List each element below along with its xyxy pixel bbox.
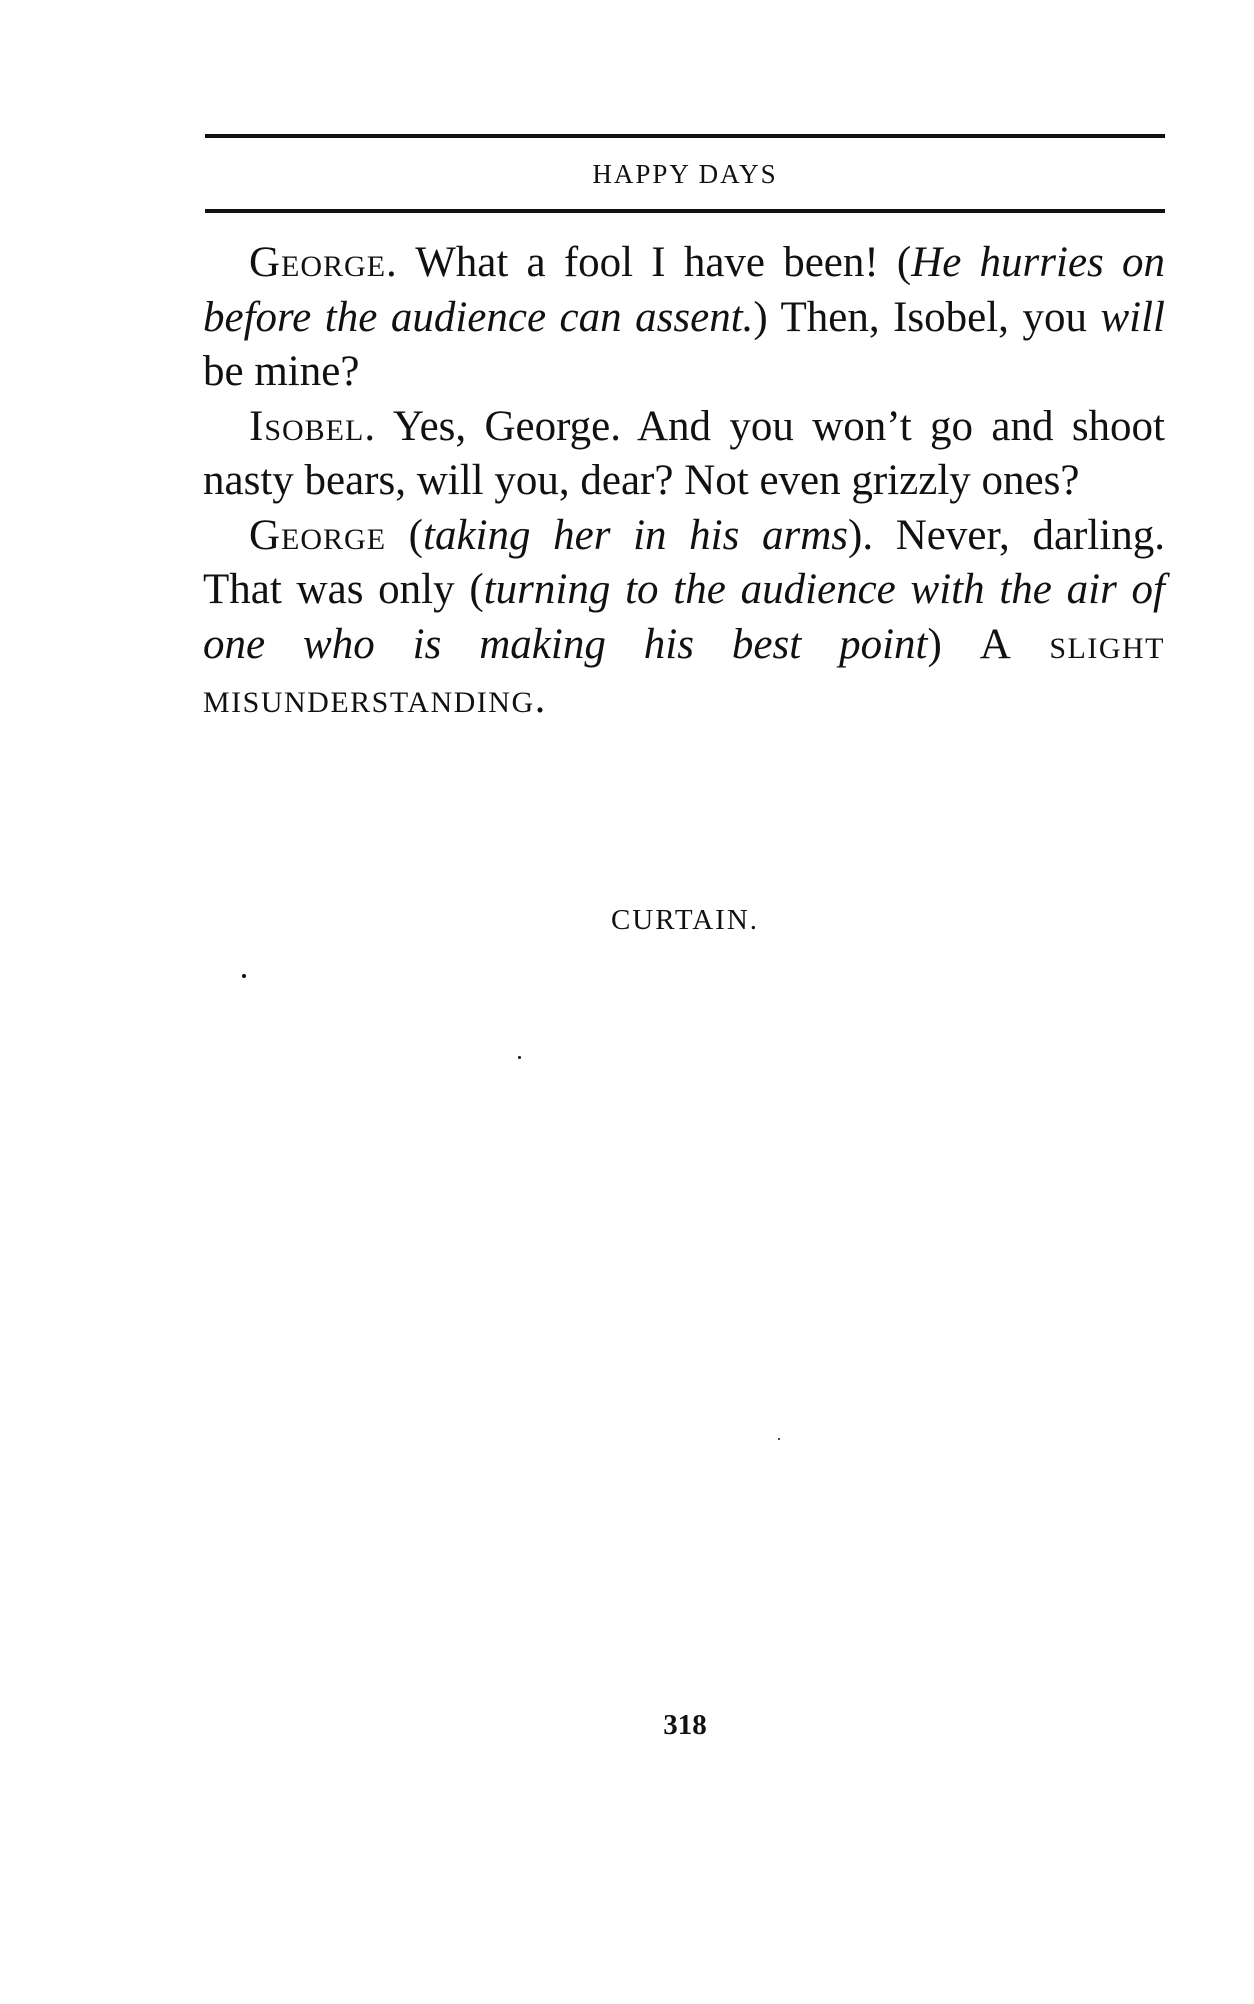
speech-text: ) — [927, 620, 980, 668]
print-speck — [778, 1438, 780, 1440]
stage-direction-text: taking her in his arms — [423, 511, 849, 559]
dialogue-paragraph — [203, 400, 1165, 509]
speaker-name: Isobel. — [249, 402, 377, 450]
emphasis-small-caps-text: A slight misunderstanding. — [203, 620, 1166, 722]
speech-text: Yes, George. And you won’t go and shoot nasty bears, will you, dear? Not even grizzly ones? — [203, 402, 1165, 504]
speech-text: What a fool I have been! — [397, 239, 897, 286]
speech-text: ) Then, Isobel, you — [753, 293, 1101, 341]
page-number: 318 — [663, 1709, 707, 1741]
running-head: HAPPY DAYS — [592, 159, 778, 189]
header-rule-bottom — [205, 209, 1165, 213]
print-speck — [518, 1056, 521, 1059]
dialogue-paragraph — [203, 236, 1165, 400]
stage-direction-text: He hurries on before the audience can assent. — [203, 239, 1165, 341]
speaker-name: George. — [249, 239, 398, 286]
curtain-stage-direction: CURTAIN. — [610, 904, 760, 936]
speech-text: ). Never, darling. That was only ( — [203, 511, 1165, 613]
header-rule-top — [205, 134, 1165, 138]
stage-direction-text: will — [1100, 293, 1165, 341]
speech-text: ( — [386, 511, 424, 559]
speech-text: ( — [896, 239, 912, 286]
dialogue-paragraph — [203, 509, 1165, 727]
play-dialogue — [203, 236, 1165, 727]
stage-direction-text: turning to the audience with the air of one who is making his best point — [203, 566, 1166, 668]
speech-text: be mine? — [203, 348, 360, 395]
speaker-name: George — [249, 511, 387, 559]
print-speck — [242, 974, 246, 978]
